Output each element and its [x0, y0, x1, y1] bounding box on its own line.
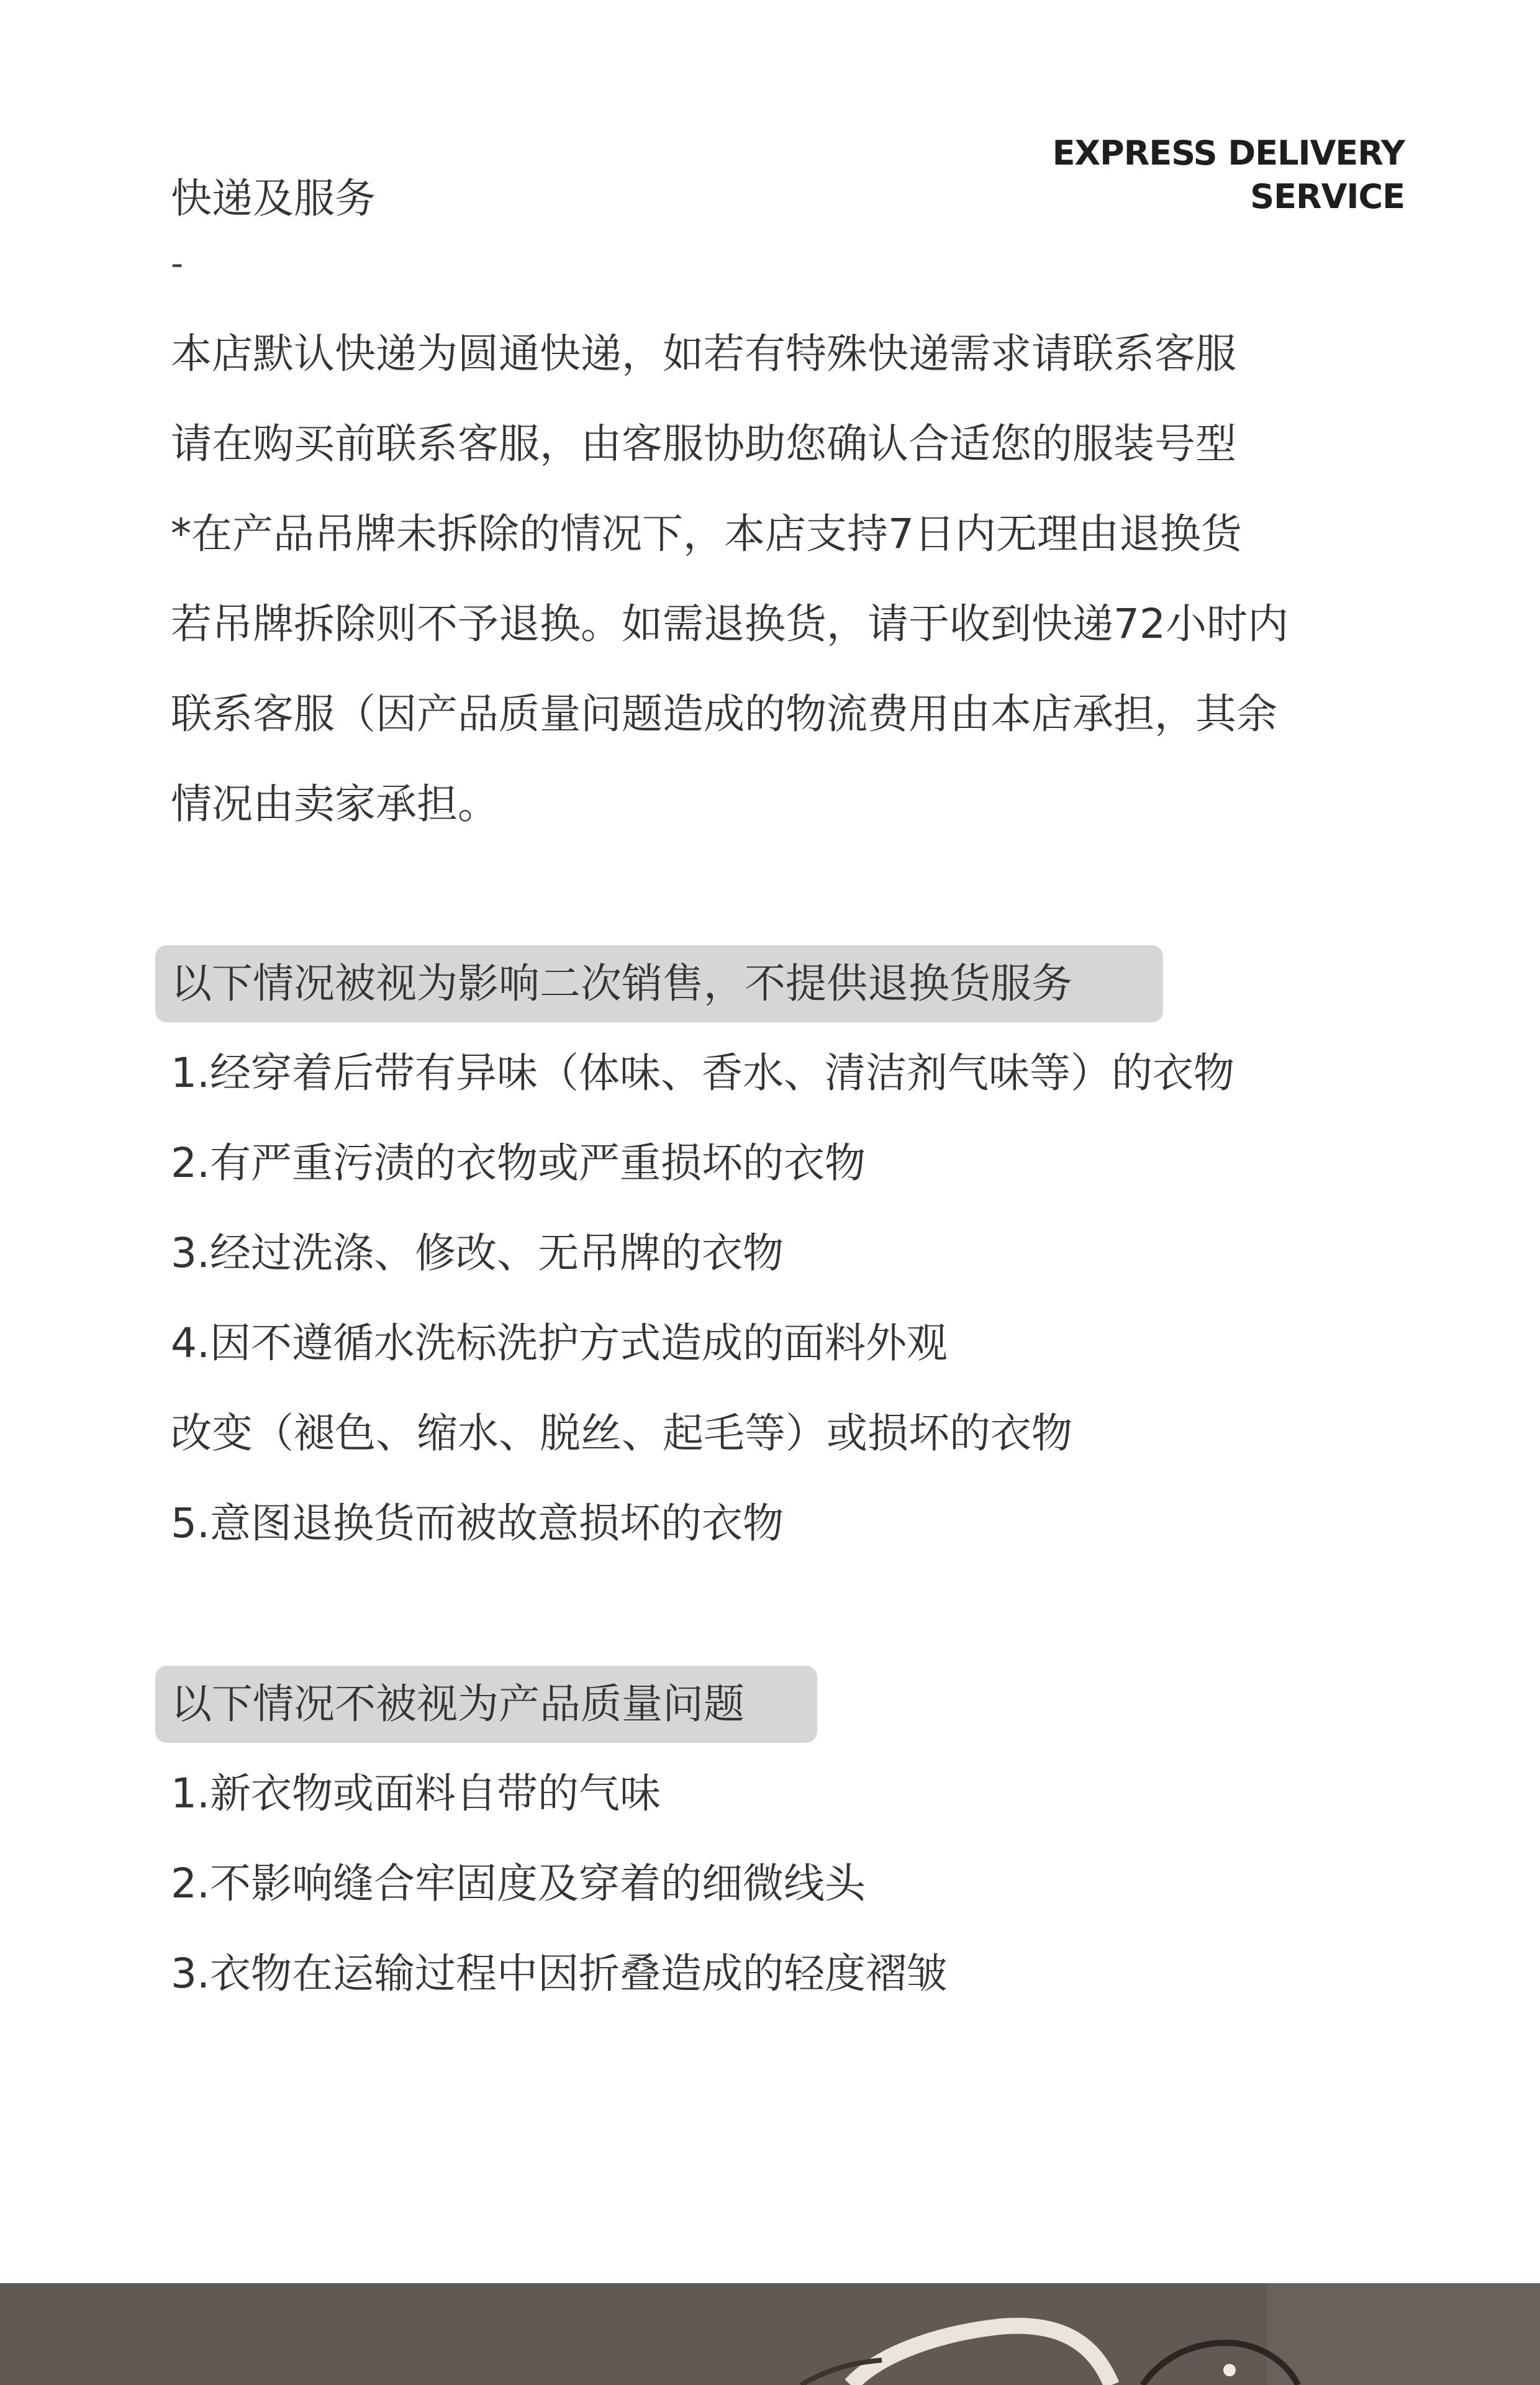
section-heading-badge: 以下情况不被视为产品质量问题: [155, 1666, 817, 1743]
hanger-image: [0, 2283, 1540, 2385]
english-title-line-1: EXPRESS DELIVERY: [1052, 134, 1405, 173]
product-photo-strip: [0, 2283, 1540, 2385]
list-item: 1.新衣物或面料自带的气味: [171, 1769, 661, 1817]
title-divider: -: [171, 243, 184, 284]
list-item: 改变（褪色、缩水、脱丝、起毛等）或损坏的衣物: [171, 1409, 1072, 1457]
list-item: 2.不影响缝合牢固度及穿着的细微线头: [171, 1860, 866, 1907]
intro-line: 情况由卖家承担。: [171, 780, 499, 828]
list-item: 1.经穿着后带有异味（体味、香水、清洁剂气味等）的衣物: [171, 1049, 1234, 1097]
list-item: 4.因不遵循水洗标洗护方式造成的面料外观: [171, 1319, 948, 1367]
list-item: 3.衣物在运输过程中因折叠造成的轻度褶皱: [171, 1950, 948, 1997]
english-title: [1053, 132, 1405, 219]
intro-line: 请在购买前联系客服，由客服协助您确认合适您的服装号型: [171, 420, 1236, 468]
list-item: 5.意图退换货而被故意损坏的衣物: [171, 1499, 784, 1547]
page-title: 快递及服务: [171, 175, 376, 222]
intro-line: *在产品吊牌未拆除的情况下，本店支持7日内无理由退换货: [171, 510, 1242, 558]
intro-line: 联系客服（因产品质量问题造成的物流费用由本店承担，其余: [171, 690, 1277, 738]
intro-line: 本店默认快递为圆通快递，如若有特殊快递需求请联系客服: [171, 330, 1236, 378]
list-item: 2.有严重污渍的衣物或严重损坏的衣物: [171, 1139, 866, 1187]
list-item: 3.经过洗涤、修改、无吊牌的衣物: [171, 1229, 784, 1277]
intro-line: 若吊牌拆除则不予退换。如需退换货，请于收到快递72小时内: [171, 600, 1289, 648]
section-heading-badge: 以下情况被视为影响二次销售，不提供退换货服务: [155, 945, 1163, 1022]
english-title-line-2: SERVICE: [1250, 177, 1405, 216]
